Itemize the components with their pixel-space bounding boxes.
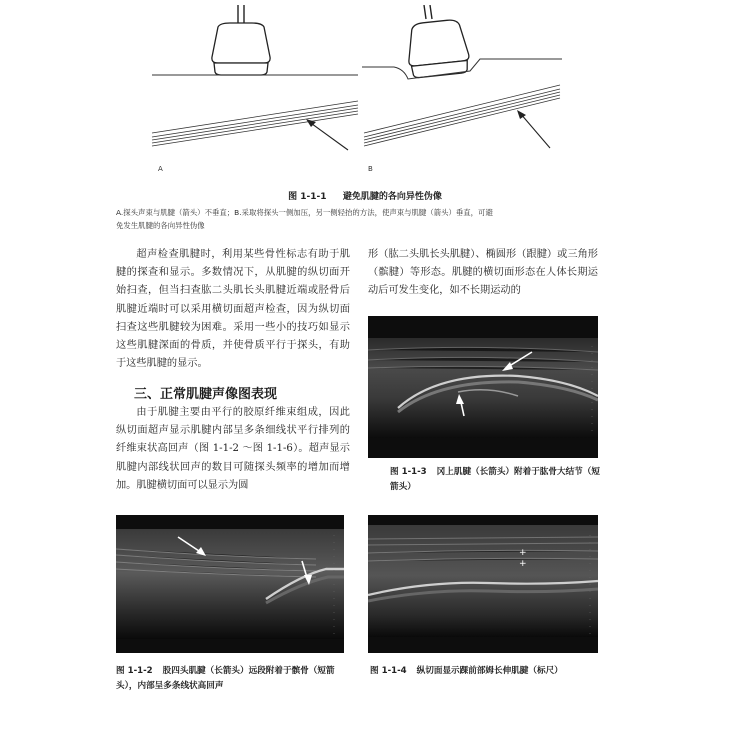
caption-text: 冈上肌腱（长箭头）附着于肱骨大结节（短箭头）: [390, 467, 600, 492]
figure-number: 图 1-1-1: [288, 192, 327, 202]
body-paragraph: 形（肱二头肌长头肌腱）、椭圆形（跟腱）或三角形（髌腱）等形态。肌腱的横切面形态在人体长期运动后可发生变化，如不长期运动的: [368, 249, 598, 297]
section-heading: 三、正常肌腱声像图表现: [134, 387, 278, 402]
caption-line: 免发生肌腱的各向异性伪像: [116, 221, 205, 230]
panel-a-label: A: [158, 165, 163, 173]
caption-line: A.探头声束与肌腱（箭头）不垂直；B.采取将探头一侧加压，另一侧轻抬的方法，使声束与肌腱（箭头）垂直，可避: [116, 208, 493, 217]
ultrasound-image-1-1-4: [368, 515, 598, 653]
arrow-icon: [306, 119, 348, 150]
figure-1-1-4-caption: [370, 664, 602, 679]
svg-text:+: +: [519, 548, 527, 558]
arrow-icon: [517, 110, 550, 148]
figure-1-1-1-title: [0, 189, 730, 202]
figure-number: 图 1-1-4: [370, 666, 407, 676]
figure-1-1-2-caption: [116, 664, 348, 694]
figure-title-text: 避免肌腱的各向异性伪像: [342, 192, 442, 202]
caption-text: 纵切面显示踝前部姆长伸肌腱（标尺）: [416, 666, 563, 676]
figure-number: 图 1-1-2: [116, 666, 153, 676]
caption-text: 股四头肌腱（长箭头）远段附着于髌骨（短箭头），内部呈多条线状高回声: [116, 666, 335, 691]
tendon-lines: [152, 101, 358, 146]
ultrasound-image-1-1-2: [116, 515, 344, 653]
body-paragraph: 由于肌腱主要由平行的胶原纤维束组成，因此纵切面超声显示肌腱内部呈多条细线状平行排列的纤维束状高回声（图 1-1-2 ～图 1-1-6）。超声显示肌腱内部线状回声的数目可随探头频率的增加而增加。肌腱横切面可以显示为圆: [116, 407, 350, 491]
body-paragraph: 超声检查肌腱时，利用某些骨性标志有助于肌腱的探查和显示。多数情况下，从肌腱的纵切面开始扫查，但当扫查肱二头肌长头肌腱近端或胫骨后肌腱近端时可以采用横切面超声检查，因为纵切面扫查这些肌腱较为困难。采用一些小的技巧如显示这些肌腱深面的骨质，并使骨质平行于探头，有助于这些肌腱的显示。: [116, 249, 350, 370]
figure-number: 图 1-1-3: [390, 467, 427, 477]
diagram-panel-b: [362, 5, 562, 155]
probe-cable: [238, 5, 244, 23]
ultrasound-image-1-1-3: [368, 316, 598, 458]
diagram-panel-a: [150, 5, 360, 155]
panel-b-label: B: [368, 165, 373, 173]
tendon-lines: [364, 85, 560, 146]
figure-1-1-1-caption: [116, 206, 616, 232]
caliper-marker-icon: [519, 548, 527, 569]
probe-icon: [212, 23, 270, 63]
svg-text:+: +: [519, 559, 527, 569]
figure-1-1-3-caption: [390, 465, 600, 495]
probe-cable: [424, 5, 432, 19]
probe-icon: [405, 18, 469, 66]
